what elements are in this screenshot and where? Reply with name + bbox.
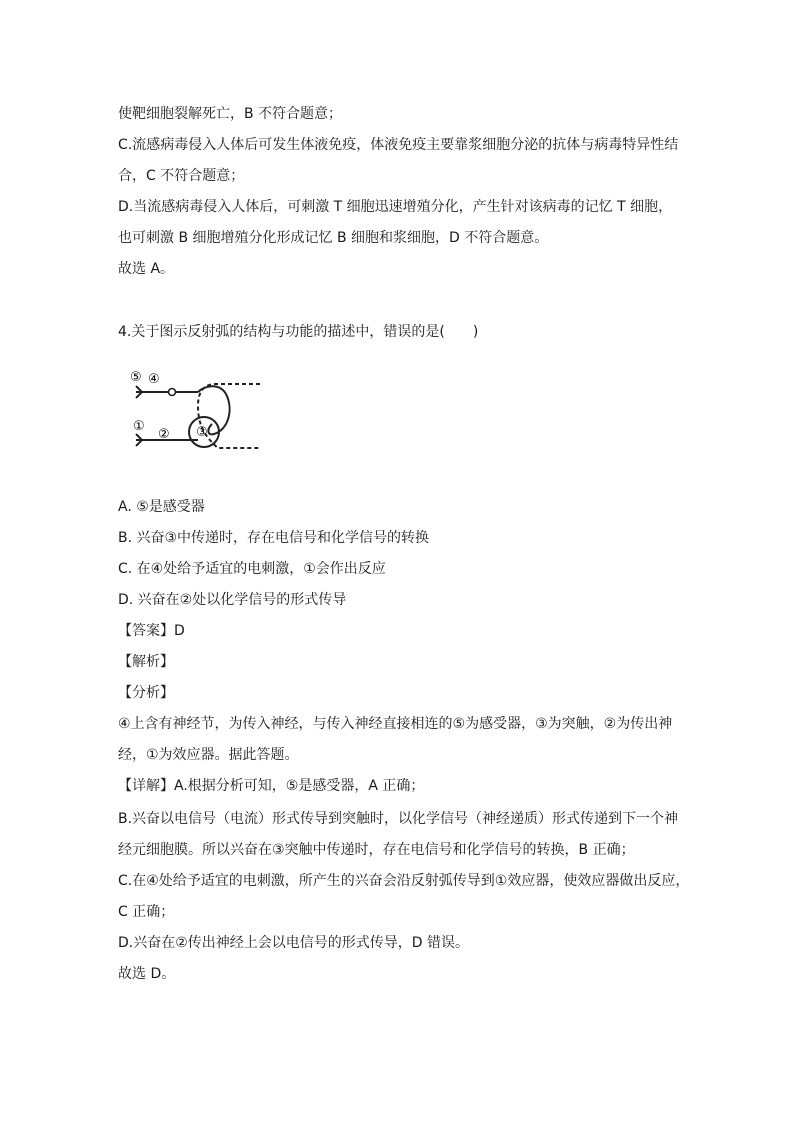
detail-line: C.在④处给予适宜的电刺激，所产生的兴奋会沿反射弧传导到①效应器，使效应器做出反应， — [118, 873, 690, 889]
ganglion-node — [169, 389, 176, 396]
analysis-subheading: 【分析】 — [118, 685, 174, 701]
option-d: D. 兴奋在②处以化学信号的形式传导 — [118, 592, 347, 608]
prev-explanation-line: C.流感病毒侵入人体后可发生体液免疫，体液免疫主要靠浆细胞分泌的抗体与病毒特异性结 — [118, 137, 679, 153]
answer-line: 【答案】D — [118, 623, 185, 639]
analysis-heading: 【解析】 — [118, 654, 174, 670]
figure-label-1: ① — [133, 419, 145, 434]
detail-line: B.兴奋以电信号（电流）形式传导到突触时，以化学信号（神经递质）形式传递到下一个神 — [118, 811, 679, 827]
detail-line: D.兴奋在②传出神经上会以电信号的形式传导，D 错误。 — [118, 935, 470, 951]
question-stem: 4.关于图示反射弧的结构与功能的描述中，错误的是( ) — [118, 324, 479, 340]
detail-line: C 正确； — [118, 904, 175, 920]
conclusion: 故选 D。 — [118, 966, 176, 982]
option-b: B. 兴奋③中传递时，存在电信号和化学信号的转换 — [118, 530, 430, 546]
detail-line: 经元细胞膜。所以兴奋在③突触中传递时，存在电信号和化学信号的转换，B 正确； — [118, 842, 635, 858]
reflex-arc-figure — [124, 364, 264, 456]
option-a: A. ⑤是感受器 — [118, 499, 205, 515]
option-c: C. 在④处给予适宜的电刺激，①会作出反应 — [118, 561, 386, 577]
figure-label-3: ③ — [196, 425, 208, 440]
figure-label-2: ② — [158, 427, 170, 442]
prev-explanation-line: D.当流感病毒侵入人体后，可刺激 T 细胞迅速增殖分化，产生针对该病毒的记忆 T 细胞， — [118, 199, 673, 215]
figure-label-4: ④ — [148, 372, 160, 387]
prev-explanation-line: 合，C 不符合题意； — [118, 168, 245, 184]
detail-line: 【详解】A.根据分析可知，⑤是感受器，A 正确； — [118, 778, 425, 794]
analysis-line: 经，①为效应器。据此答题。 — [118, 747, 299, 763]
prev-explanation-line: 也可刺激 B 细胞增殖分化形成记忆 B 细胞和浆细胞，D 不符合题意。 — [118, 230, 549, 246]
prev-explanation-line: 使靶细胞裂解死亡，B 不符合题意； — [118, 106, 343, 122]
prev-conclusion: 故选 A。 — [118, 261, 175, 277]
analysis-line: ④上含有神经节，为传入神经，与传入神经直接相连的⑤为感受器，③为突触，②为传出神 — [118, 716, 673, 732]
figure-label-5: ⑤ — [130, 370, 142, 385]
